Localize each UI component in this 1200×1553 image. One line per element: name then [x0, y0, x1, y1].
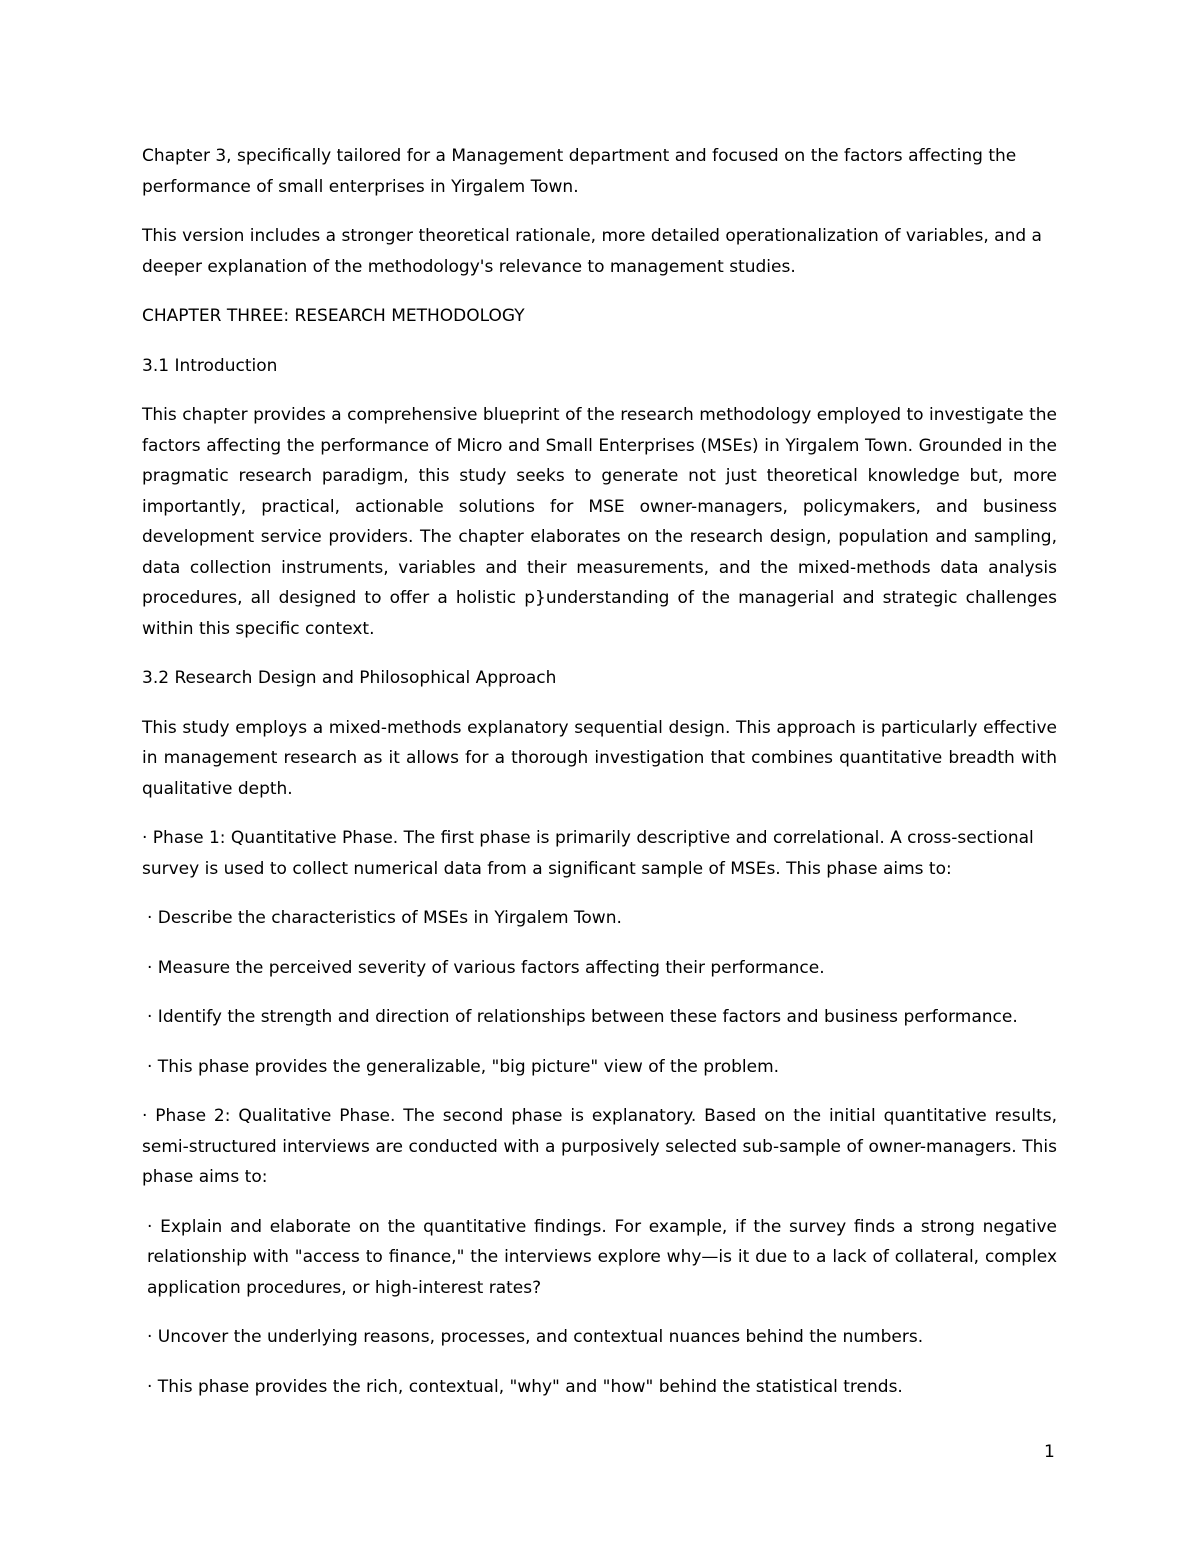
section-1-paragraph: This chapter provides a comprehensive blueprint of the research methodology employed to investigate the factors affecting the performance of Micro and Small Enterprises (MSEs) in Yirgalem Town. Grounded in the pragmatic research paradigm, this study seeks to generate not just theoretical knowledge but, more importantly, practical, actionable solutions for MSE owner-managers, policymakers, and business development service providers. The chapter elaborates on the research design, population and sampling, data collection instruments, variables and their measurements, and the mixed-methods data analysis procedures, all designed to offer a holistic p}understanding of the managerial and strategic challenges within this specific context. — [142, 405, 1057, 639]
phase-1-item: · Identify the strength and direction of relationships between these factors and business performance. — [147, 1007, 1018, 1027]
phase-2-item: · This phase provides the rich, contextual, "why" and "how" behind the statistical trends. — [147, 1376, 903, 1397]
phase-1-item: · Measure the perceived severity of various factors affecting their performance. — [147, 957, 825, 978]
document-body — [142, 141, 1057, 1421]
phase-2-item: · Uncover the underlying reasons, processes, and contextual nuances behind the numbers. — [147, 1327, 924, 1347]
section-2-heading: 3.2 Research Design and Philosophical Approach — [142, 668, 557, 688]
section-1-heading: 3.1 Introduction — [142, 355, 278, 376]
phase-1-item: · This phase provides the generalizable, "big picture" view of the problem. — [147, 1056, 780, 1077]
phase-1-paragraph: · Phase 1: Quantitative Phase. The first phase is primarily descriptive and correlational. A cross-sectional survey is used to collect numerical data from a significant sample of MSEs. This phase aims to: — [142, 828, 1034, 879]
chapter-title: CHAPTER THREE: RESEARCH METHODOLOGY — [142, 306, 525, 326]
phase-2-paragraph: · Phase 2: Qualitative Phase. The second phase is explanatory. Based on the initial quantitative results, semi-structured interviews are conducted with a purposively selected sub-sample of owner-managers. This phase aims to: — [142, 1106, 1057, 1187]
phase-2-item: · Explain and elaborate on the quantitative findings. For example, if the survey finds a strong negative relationship with "access to finance," the interviews explore why—is it due to a lack of collateral, complex application procedures, or high-interest rates? — [147, 1216, 1057, 1298]
section-2-paragraph: This study employs a mixed-methods explanatory sequential design. This approach is particularly effective in management research as it allows for a thorough investigation that combines quantitative breadth with qualitative depth. — [142, 717, 1057, 799]
phase-1-item: · Describe the characteristics of MSEs in Yirgalem Town. — [147, 908, 622, 928]
intro-paragraph-1: Chapter 3, specifically tailored for a Management department and focused on the factors affecting the performance of small enterprises in Yirgalem Town. — [142, 146, 1017, 197]
page-number: 1 — [1044, 1442, 1055, 1462]
intro-paragraph-2: This version includes a stronger theoretical rationale, more detailed operationalization of variables, and a deeper explanation of the methodology's relevance to management studies. — [142, 226, 1042, 277]
